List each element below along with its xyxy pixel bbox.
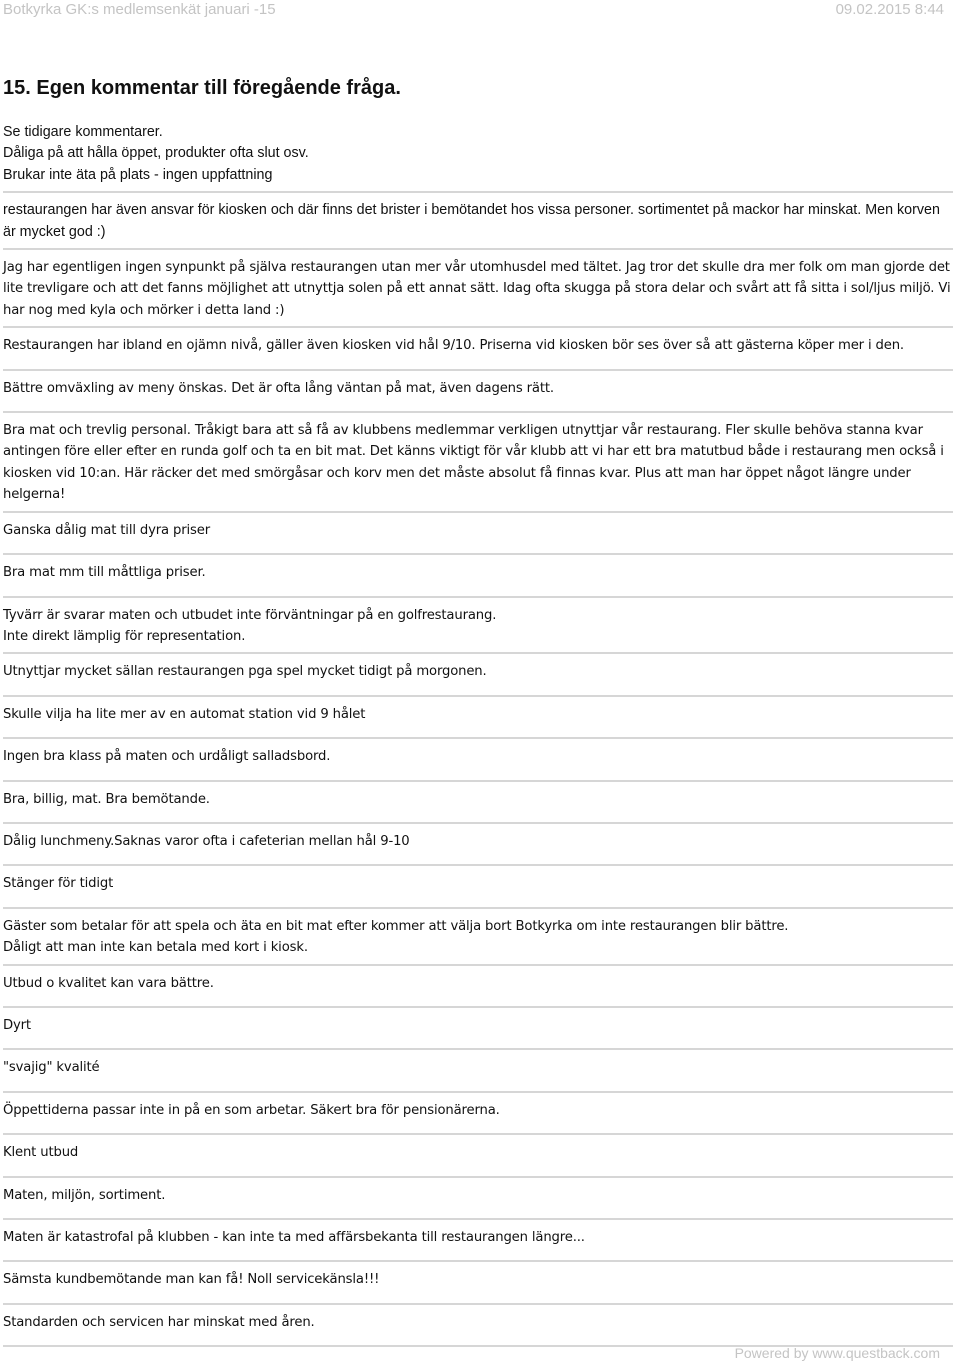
page-header [0,0,960,22]
comment-text: Dåligt att man inte kan betala med kort i kiosk. [3,940,308,956]
comment-entry [3,334,953,370]
comment-text: Gäster som betalar för att spela och äta en bit mat efter kommer att välja bort Botkyrka om inte restaurangen blir bättre. [3,918,789,934]
comment-entry [3,745,953,781]
report-timestamp: 09.02.2015 8:44 [835,1,944,18]
comment-text: Restaurangen har ibland en ojämn nivå, gäller även kiosken vid hål 9/10. Priserna vid kiosken bör ses över så att gästerna köper mer i den. [3,338,904,354]
comment-entry [3,1014,953,1050]
comment-text: Dålig lunchmeny.Saknas varor ofta i cafeterian mellan hål 9-10 [3,833,410,849]
comment-text: Jag har egentligen ingen synpunkt på själva restaurangen utan mer vår utomhusdel med tältet. Jag tror det skulle dra mer folk om man gjorde det lite trevligare och att det fanns möjlighet att utnyttja solen på ett annat sätt. Idag ofta skugga på stora delar och svårt att få sitta i sol/ljus miljö. Vi har nog med kyla och mörker i detta land :) [3,260,951,318]
comment-text: Bra, billig, mat. Bra bemötande. [3,791,210,807]
comment-entry [3,1141,953,1177]
comment-entry [3,1184,953,1220]
comment-text: Ganska dålig mat till dyra priser [3,522,210,538]
comment-entry [3,703,953,739]
comment-text: Bra mat mm till måttliga priser. [3,565,206,581]
powered-by: Powered by www.questback.com [734,1345,940,1361]
comment-entry [3,1226,953,1262]
comment-text: Tyvärr är svarar maten och utbudet inte förväntningar på en golfrestaurang. [3,607,497,623]
comment-text: Bättre omväxling av meny önskas. Det är ofta lång väntan på mat, även dagens rätt. [3,380,554,396]
comment-text: Sämsta kundbemötande man kan få! Noll servicekänsla!!! [3,1272,380,1288]
survey-title: Botkyrka GK:s medlemsenkät januari -15 [3,1,276,18]
question-title: 15. Egen kommentar till föregående fråga. [3,77,401,99]
comment-text: Klent utbud [3,1145,79,1161]
comment-entry [3,1099,953,1135]
comment-text: Skulle vilja ha lite mer av en automat station vid 9 hålet [3,706,366,722]
comment-entry [3,1056,953,1092]
comment-text: Öppettiderna passar inte in på en som arbetar. Säkert bra för pensionärerna. [3,1102,500,1118]
comment-text: Maten är katastrofal på klubben - kan inte ta med affärsbekanta till restaurangen längre... [3,1230,585,1245]
comment-text: "svajig" kvalité [3,1060,100,1076]
comment-entry [3,121,953,193]
comment-text: Se tidigare kommentarer. [3,124,163,140]
comment-text: Bra mat och trevlig personal. Tråkigt bara att så få av klubbens medlemmar verkligen utnyttjar vår restaurang. Fler skulle behöva stanna kvar antingen före eller efter en runda golf och ta en bit mat. Det känns viktigt för vår klubb att vi har ett bra matutbud både i restaurang men också i kiosken vid 10:an. Här räcker det med smörgåsar och korv men det måste absolut få finnas kvar. Plus att man har öppet något längre under helgerna! [3,423,944,503]
comment-text: Utbud o kvalitet kan vara bättre. [3,975,214,991]
comment-entry [3,377,953,413]
comment-text: Dyrt [3,1017,31,1033]
comment-entry [3,419,953,513]
comment-text: restaurangen har även ansvar för kiosken och där finns det brister i bemötandet hos vissa personer. sortimentet på mackor har minskat. Men korven är mycket god :) [3,202,940,240]
comment-entry [3,788,953,824]
comment-entry [3,199,953,250]
comment-entry [3,561,953,597]
comment-entry [3,915,953,966]
comment-entry [3,1268,953,1304]
comment-entry [3,660,953,696]
comment-text: Maten, miljön, sortiment. [3,1187,166,1203]
comment-text: Standarden och servicen har minskat med åren. [3,1314,315,1330]
comment-entry [3,1311,953,1347]
comment-text: Dåliga på att hålla öppet, produkter ofta slut osv. [3,145,309,162]
comment-entry [3,830,953,866]
comment-entry [3,972,953,1008]
comment-text: Ingen bra klass på maten och urdåligt salladsbord. [3,749,331,765]
comment-entry [3,519,953,555]
comment-entry [3,256,953,328]
comment-text: Stänger för tidigt [3,876,114,892]
comment-text: Inte direkt lämplig för representation. [3,628,246,644]
comment-text: Brukar inte äta på plats - ingen uppfattning [3,166,273,183]
comment-text: Utnyttjar mycket sällan restaurangen pga spel mycket tidigt på morgonen. [3,664,487,680]
comment-list [3,121,953,1353]
comment-entry [3,604,953,655]
comment-entry [3,872,953,908]
